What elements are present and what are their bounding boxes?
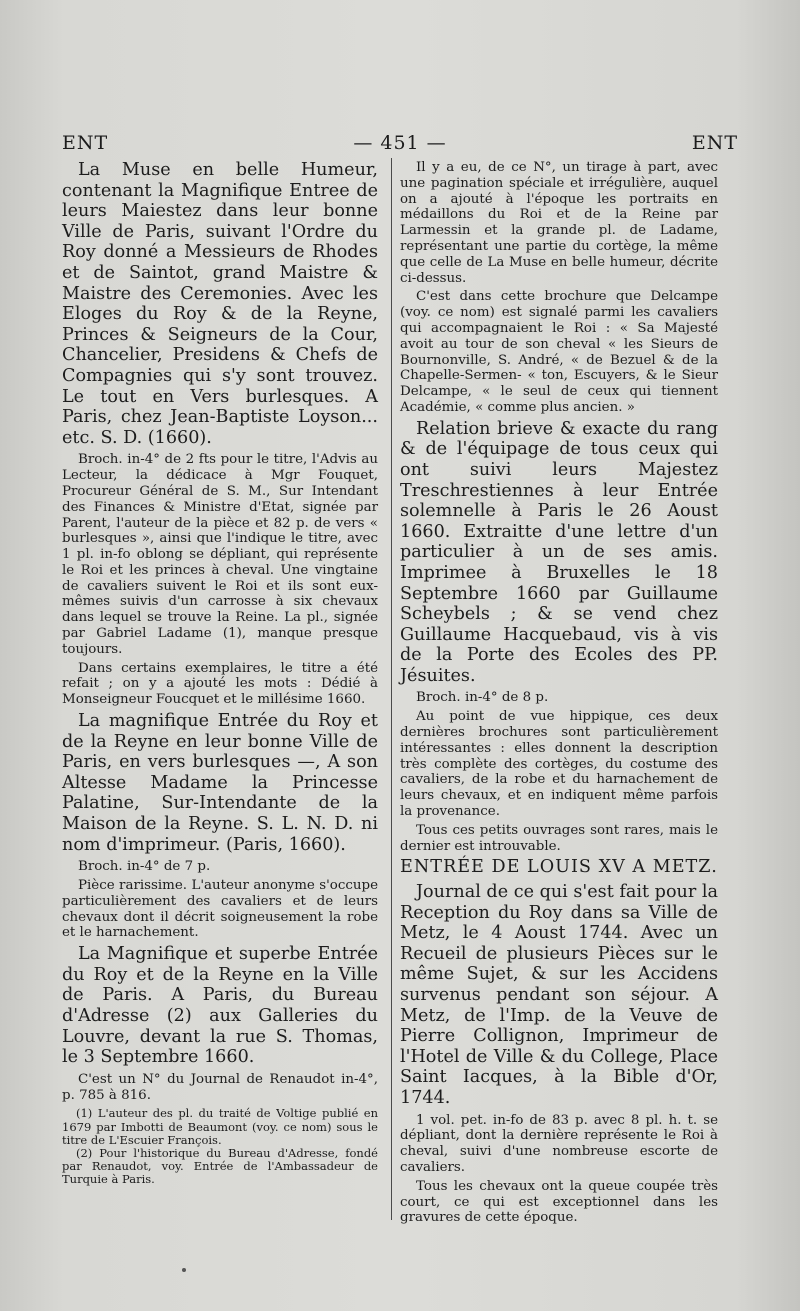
right-column (400, 160, 718, 1229)
print-speck (182, 1268, 186, 1272)
note-hippique: Au point de vue hippique, ces deux dernières brochures sont particulièrement intéressantes : elles donnent la description très complète des cortèges, du costume des cavaliers, de la robe et du harnachement de leurs chevaux, et en indiquent même parfois la provenance. (400, 709, 718, 820)
column-divider (391, 158, 392, 1220)
note-chevaux: Tous les chevaux ont la queue coupée très court, ce qui est exceptionnel dans les gravures de cette époque. (400, 1178, 718, 1226)
note-volume: 1 vol. pet. in-fo de 83 p. avec 8 pl. h. t. se dépliant, dont la dernière représente le Roi à cheval, suivi d'une nombreuse escorte de cavaliers. (400, 1112, 718, 1175)
section-heading-louis-xv-metz: ENTRÉE DE LOUIS XV A METZ. (400, 857, 718, 878)
running-header (62, 132, 738, 156)
note-description: Broch. in-4° de 2 fts pour le titre, l'Advis au Lecteur, la dédicace à Mgr Fouquet, Procureur Général de S. M., Sur Intendant des Finances & Ministre d'Etat, signée par Parent, l'auteur de la pièce et 82 p. de vers « burlesques », ainsi que l'indique le titre, avec 1 pl. in-fo oblong se dépliant, qui représente le Roi et les princes à cheval. Une vingtaine de cavaliers suivent le Roi et ils sont eux-mêmes suivis d'un carrosse à six chevaux dans lequel se trouve la Reine. La pl., signée par Gabriel Ladame (1), manque presque toujours. (62, 452, 378, 657)
entry-journal-reception: Journal de ce qui s'est fait pour la Reception du Roy dans sa Ville de Metz, le 4 Aoust 1744. Avec un Recueil de plusieurs Pièces sur le même Sujet, & sur les Accidens survenus pendant son séjour. A Metz, de l'Imp. de la Veuve de Pierre Collignon, Imprimeur de l'Hotel de Ville & du College, Place Saint Iacques, à la Bible d'Or, 1744. (400, 882, 718, 1108)
header-right: ENT (691, 132, 738, 154)
entry-muse-en-belle-humeur: La Muse en belle Humeur, contenant la Magnifique Entree de leurs Maiestez dans leur bonne Ville de Paris, suivant l'Ordre du Roy donné a Messieurs de Rhodes et de Saintot, grand Maistre & Maistre des Ceremonies. Avec les Eloges du Roy & de la Reyne, Princes & Seigneurs de la Cour, Chancelier, Presidens & Chefs de Compagnies qui s'y sont trouvez. Le tout en Vers burlesques. A Paris, chez Jean-Baptiste Loyson... etc. S. D. (1660). (62, 160, 378, 448)
note-journal-renaudot: C'est un N° du Journal de Renaudot in-4°, p. 785 à 816. (62, 1071, 378, 1103)
note-format-8p: Broch. in-4° de 8 p. (416, 690, 549, 706)
footnote-2: (2) Pour l'historique du Bureau d'Adresse, fondé par Renaudot, voy. Entrée de l'Ambassadeur de Turquie à Paris. (62, 1145, 378, 1187)
entry-magnifique-et-superbe: La Magnifique et superbe Entrée du Roy et de la Reyne en la Ville de Paris. A Paris, du Bureau d'Adresse (2) aux Galleries du Louvre, devant la rue S. Thomas, le 3 Septembre 1660. (62, 944, 378, 1068)
left-column (62, 160, 378, 1187)
entry-magnifique-entree: La magnifique Entrée du Roy et de la Reyne en leur bonne Ville de Paris, en vers burlesques —, A son Altesse Madame la Princesse Palatine, Sur-Intendante de la Maison de la Reyne. S. L. N. D. ni nom d'imprimeur. (Paris, 1660). (62, 711, 378, 855)
page-number: — 451 — (353, 132, 447, 154)
entry-relation-brieve: Relation brieve & exacte du rang & de l'équipage de tous ceux qui ont suivi leurs Majestez Treschrestiennes à leur Entrée solemnelle à Paris le 26 Aoust 1660. Extraitte d'une lettre d'un particulier à un de ses amis. Imprimee à Bruxelles le 18 Septembre 1660 par Guillaume Scheybels ; & se vend chez Guillaume Hacquebaud, vis à vis de la Porte des Ecoles des PP. Jésuites. (400, 418, 718, 686)
footnote-1: (1) L'auteur des pl. du traité de Voltige publié en 1679 par Imbotti de Beaumont (voy. ce nom) sous le titre de L'Escuier François. (62, 1106, 378, 1147)
note-rarete: Tous ces petits ouvrages sont rares, mais le dernier est introuvable. (400, 822, 718, 854)
note-format: Broch. in-4° de 7 p. (78, 859, 211, 875)
header-left: ENT (62, 132, 109, 154)
note-tirage-a-part: Il y a eu, de ce N°, un tirage à part, avec une pagination spéciale et irrégulière, auquel on a ajouté à l'époque les portraits en médaillons du Roi et de la Reine par Larmessin et la grande pl. de Ladame, représentant une partie du cortège, la même que celle de La Muse en belle humeur, décrite ci-dessus. (400, 160, 718, 286)
note-rarity: Pièce rarissime. L'auteur anonyme s'occupe particulièrement des cavaliers et de leurs chevaux dont il décrit soigneusement la robe et le harnachement. (62, 878, 378, 941)
note-variant-copies: Dans certains exemplaires, le titre a été refait ; on y a ajouté les mots : Dédié à Monseigneur Foucquet et le millésime 1660. (62, 660, 378, 708)
note-delcampe: C'est dans cette brochure que Delcampe (voy. ce nom) est signalé parmi les cavaliers qui accompagnaient le Roi : « Sa Majesté avoit au tour de son cheval « les Sieurs de Bournonville, S. André, « de Bezuel & de la Chapelle-Sermen- « ton, Escuyers, & le Sieur Delcampe, « le seul de ceux qui tiennent Académie, « comme plus ancien. » (400, 289, 718, 415)
